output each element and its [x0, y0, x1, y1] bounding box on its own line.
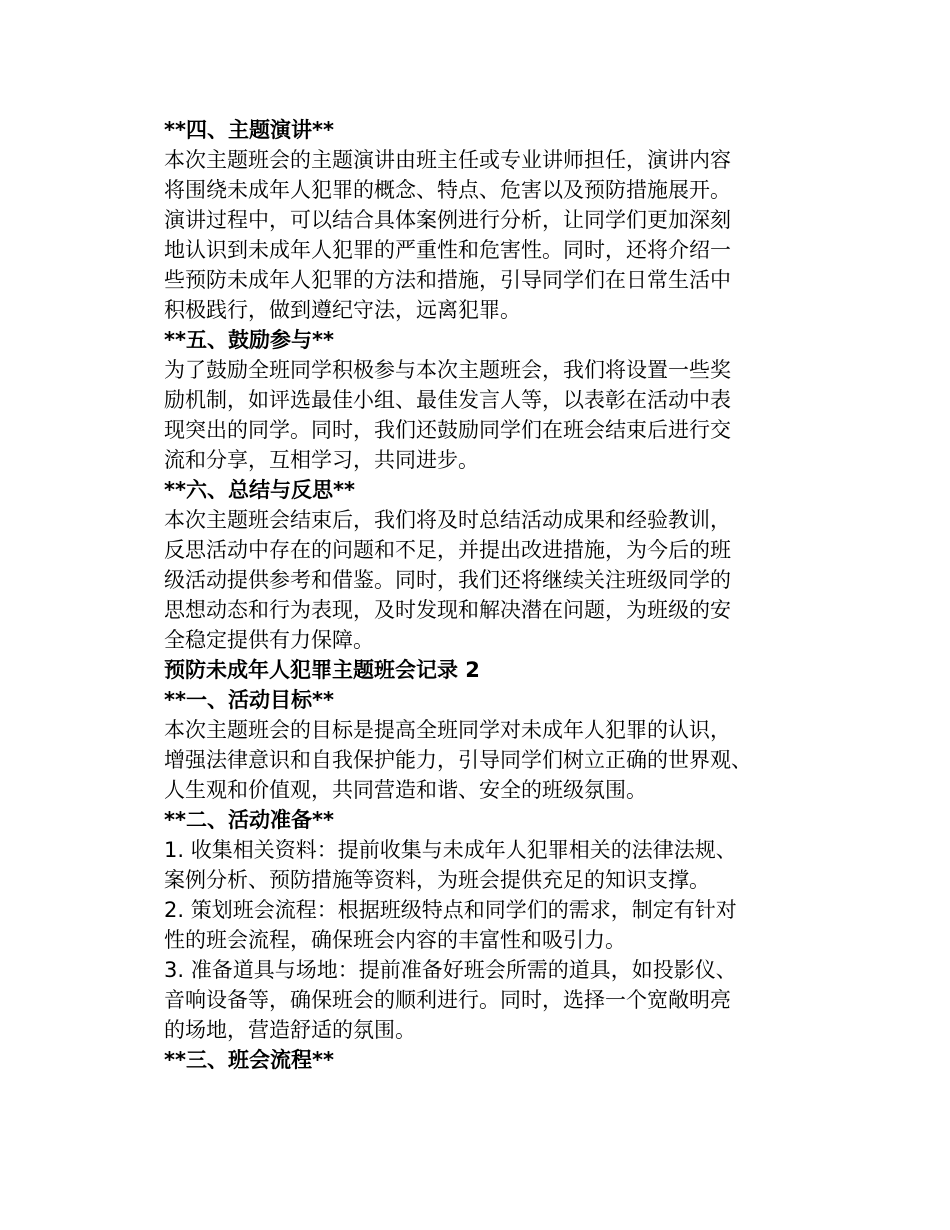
paragraph-line: 些预防未成年人犯罪的方法和措施，引导同学们在日常生活中 — [164, 268, 731, 292]
paragraph-line: 级活动提供参考和借鉴。同时，我们还将继续关注班级同学的 — [164, 568, 731, 592]
paragraph-line: 为了鼓励全班同学积极参与本次主题班会，我们将设置一些奖 — [164, 358, 731, 382]
list-item-line: 性的班会流程，确保班会内容的丰富性和吸引力。 — [164, 928, 626, 952]
paragraph-line: 思想动态和行为表现，及时发现和解决潜在问题，为班级的安 — [164, 598, 731, 622]
section-heading-goal: **一、活动目标** — [164, 688, 334, 712]
paragraph-line: 增强法律意识和自我保护能力，引导同学们树立正确的世界观、 — [164, 748, 752, 772]
section-heading-process: **三、班会流程** — [164, 1048, 334, 1072]
list-item-line: 1. 收集相关资料：提前收集与未成年人犯罪相关的法律法规、 — [164, 838, 737, 862]
paragraph-line: 本次主题班会的目标是提高全班同学对未成年人犯罪的认识， — [164, 718, 731, 742]
list-item-line: 的场地，营造舒适的氛围。 — [164, 1018, 416, 1042]
paragraph-line: 本次主题班会结束后，我们将及时总结活动成果和经验教训， — [164, 508, 731, 532]
paragraph-line: 流和分享，互相学习，共同进步。 — [164, 448, 479, 472]
paragraph-line: 现突出的同学。同时，我们还鼓励同学们在班会结束后进行交 — [164, 418, 731, 442]
paragraph-line: 本次主题班会的主题演讲由班主任或专业讲师担任，演讲内容 — [164, 148, 731, 172]
paragraph-line: 反思活动中存在的问题和不足，并提出改进措施，为今后的班 — [164, 538, 731, 562]
paragraph-line: 积极践行，做到遵纪守法，远离犯罪。 — [164, 298, 521, 322]
section-heading-encourage: **五、鼓励参与** — [164, 328, 334, 352]
section-heading-summary: **六、总结与反思** — [164, 478, 355, 502]
document-body — [164, 115, 784, 1075]
paragraph-line: 地认识到未成年人犯罪的严重性和危害性。同时，还将介绍一 — [164, 238, 731, 262]
paragraph-line: 人生观和价值观，共同营造和谐、安全的班级氛围。 — [164, 778, 647, 802]
section-heading-speech: **四、主题演讲** — [164, 118, 334, 142]
paragraph-line: 演讲过程中，可以结合具体案例进行分析，让同学们更加深刻 — [164, 208, 731, 232]
list-item-line: 2. 策划班会流程：根据班级特点和同学们的需求，制定有针对 — [164, 898, 737, 922]
paragraph-line: 将围绕未成年人犯罪的概念、特点、危害以及预防措施展开。 — [164, 178, 731, 202]
paragraph-line: 全稳定提供有力保障。 — [164, 628, 374, 652]
list-item-line: 3. 准备道具与场地：提前准备好班会所需的道具，如投影仪、 — [164, 958, 737, 982]
list-item-line: 案例分析、预防措施等资料，为班会提供充足的知识支撑。 — [164, 868, 710, 892]
list-item-line: 音响设备等，确保班会的顺利进行。同时，选择一个宽敞明亮 — [164, 988, 731, 1012]
section-heading-preparation: **二、活动准备** — [164, 808, 334, 832]
document-title-record-2: 预防未成年人犯罪主题班会记录 2 — [164, 658, 480, 682]
paragraph-line: 励机制，如评选最佳小组、最佳发言人等，以表彰在活动中表 — [164, 388, 731, 412]
